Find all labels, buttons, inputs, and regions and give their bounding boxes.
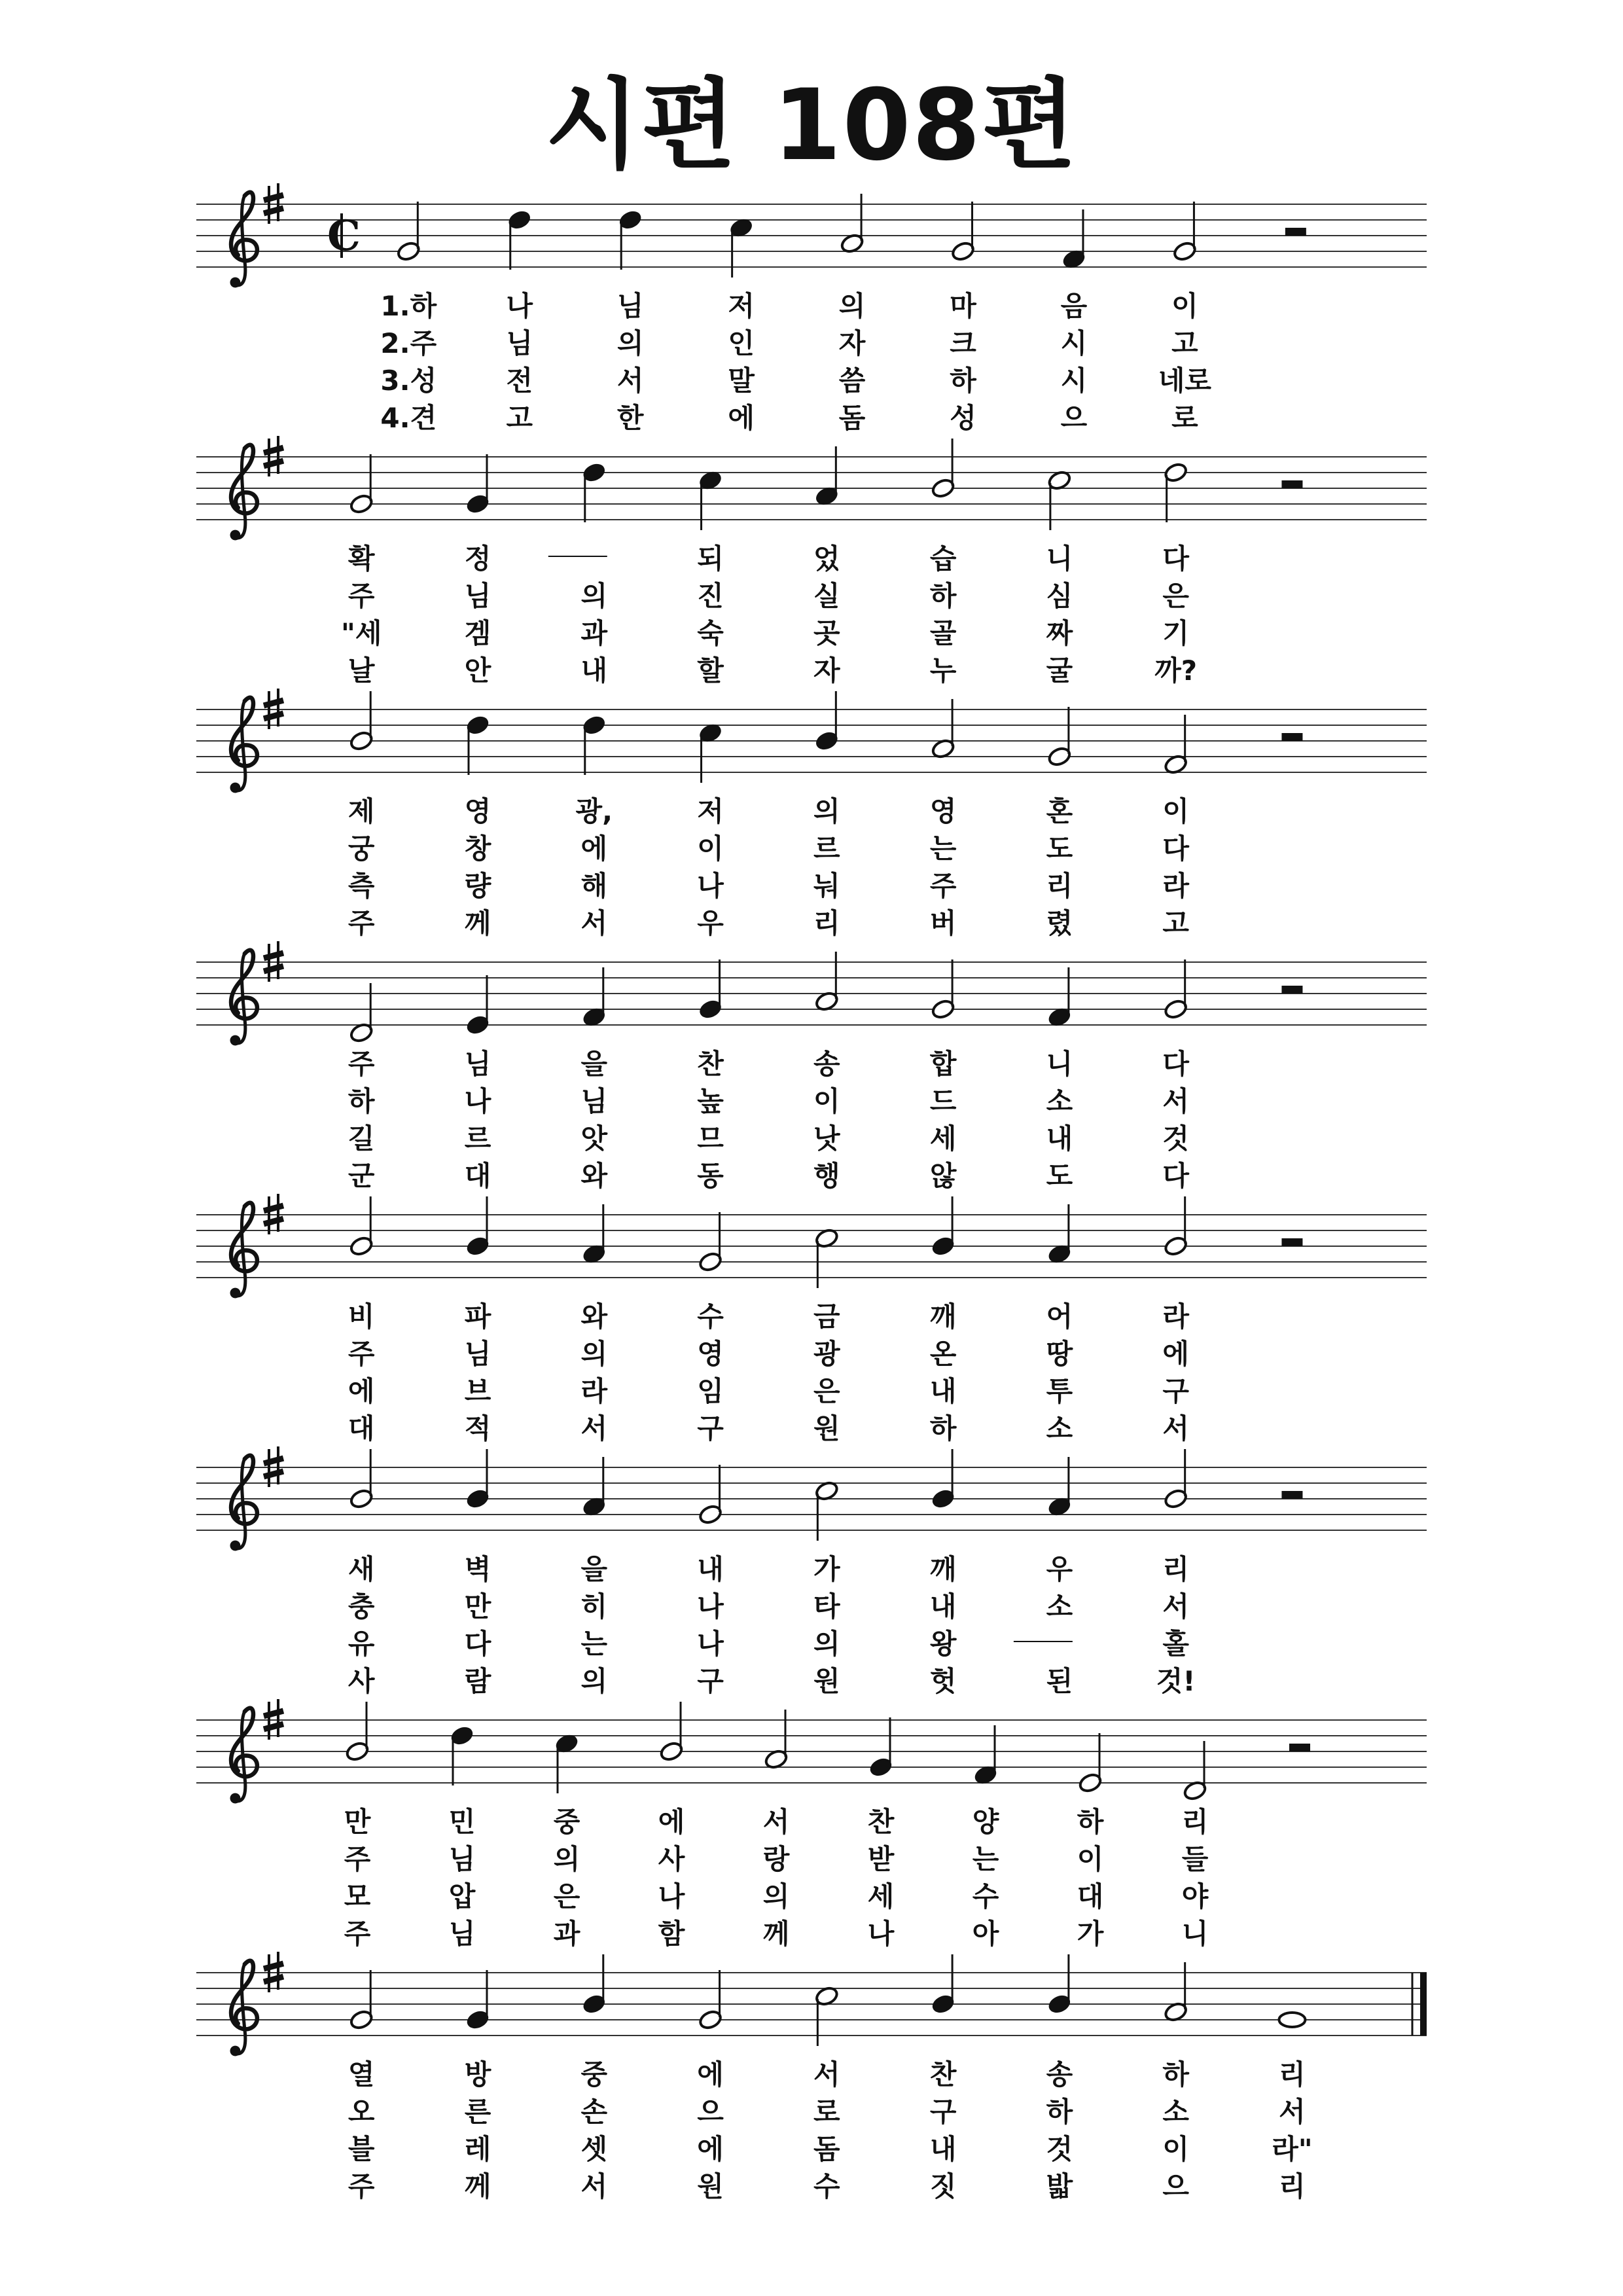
lyric-syllable: 님: [448, 1843, 476, 1875]
lyric-syllable: 렸: [1046, 907, 1073, 939]
lyric-syllable: 길: [348, 1122, 375, 1155]
lyric-syllable: 드: [929, 1085, 957, 1117]
lyric-syllable: 하: [1046, 2096, 1073, 2128]
staff-system: [196, 1952, 1427, 2202]
lyric-syllable: 라: [1162, 870, 1189, 902]
lyric-syllable: 원: [697, 2170, 724, 2202]
lyric-syllable: 으: [1162, 2170, 1189, 2202]
lyric-syllable: 하: [929, 1412, 957, 1444]
lyric-syllable: 다: [1162, 543, 1189, 575]
lyric-syllable: 된: [1046, 1665, 1073, 1697]
lyric-syllable: 세: [867, 1880, 895, 1912]
lyric-syllable: 리: [1181, 1806, 1209, 1838]
lyric-syllable: 와: [580, 1160, 608, 1192]
lyric-syllable: 을: [580, 1048, 608, 1080]
lyric-syllable: 이: [1077, 1843, 1104, 1875]
lyric-syllable: 는: [972, 1843, 999, 1875]
lyric-syllable: 타: [813, 1590, 840, 1623]
lyric-syllable: 르: [813, 833, 840, 865]
lyric-syllable: 홀: [1162, 1628, 1189, 1660]
lyric-syllable: 리: [1046, 870, 1073, 902]
lyric-syllable: 님: [580, 1085, 608, 1117]
lyric-syllable: 고: [1171, 327, 1198, 359]
staff-system: [196, 183, 1427, 434]
lyric-syllable: 저: [728, 290, 755, 322]
lyric-syllable: 브: [464, 1375, 491, 1407]
lyric-syllable: 중: [553, 1806, 580, 1838]
lyric-syllable: 금: [813, 1300, 840, 1333]
lyric-syllable: 찬: [697, 1048, 724, 1080]
lyric-syllable: 의: [762, 1880, 790, 1912]
lyric-syllable: 사: [348, 1665, 375, 1697]
lyric-syllable: 니: [1046, 543, 1073, 575]
lyric-syllable: 과: [553, 1918, 580, 1950]
lyric-syllable: 골: [929, 617, 957, 649]
lyric-syllable: 서: [813, 2058, 840, 2090]
lyric-syllable: 내: [929, 2133, 957, 2165]
lyric-syllable: 동: [697, 1160, 724, 1192]
lyric-syllable: 서: [616, 365, 644, 397]
lyric-syllable: 에: [728, 402, 755, 434]
lyric-syllable: 하: [1077, 1806, 1104, 1838]
lyric-syllable: 측: [348, 870, 375, 902]
lyric-syllable: 나: [658, 1880, 685, 1912]
lyric-syllable: 돔: [813, 2133, 840, 2165]
lyric-syllable: 고: [506, 402, 533, 434]
lyric-syllable: 다: [1162, 1160, 1189, 1192]
lyric-syllable: 께: [464, 2170, 491, 2202]
lyric-syllable: 하: [950, 365, 976, 397]
staff-system: [196, 1699, 1427, 1950]
lyric-syllable: 행: [813, 1160, 840, 1192]
lyric-syllable: 1.하: [380, 290, 437, 322]
lyric-syllable: 구: [697, 1412, 724, 1444]
treble-clef-icon: [230, 445, 257, 541]
lyric-syllable: 이: [1162, 2133, 1189, 2165]
treble-clef-icon: [230, 950, 257, 1046]
lyric-syllable: 영: [464, 795, 491, 827]
lyric-syllable: 기: [1162, 617, 1189, 649]
lyric-syllable: 라": [1272, 2133, 1313, 2165]
lyric-syllable: 로: [1171, 402, 1198, 434]
lyric-syllable: 나: [697, 1590, 724, 1623]
lyric-syllable: 세: [929, 1122, 957, 1155]
lyric-syllable: 구: [697, 1665, 724, 1697]
lyric-syllable: 높: [697, 1085, 724, 1117]
lyric-syllable: 소: [1046, 1412, 1073, 1444]
treble-clef-icon: [230, 192, 257, 288]
lyric-syllable: 니: [1181, 1918, 1209, 1950]
lyric-syllable: 님: [464, 580, 491, 612]
lyric-syllable: 시: [1060, 327, 1088, 359]
staff-system: [196, 941, 1427, 1192]
lyric-syllable: 굴: [1046, 655, 1073, 687]
lyric-syllable: 대: [1077, 1880, 1104, 1912]
lyric-syllable: 나: [867, 1918, 895, 1950]
lyric-syllable: 전: [506, 365, 533, 397]
lyric-syllable: 님: [616, 290, 644, 322]
half-rest: [1281, 480, 1302, 488]
lyric-syllable: 4.견: [380, 402, 437, 434]
lyric-syllable: 말: [728, 365, 755, 397]
lyric-syllable: 어: [1046, 1300, 1073, 1333]
lyric-syllable: 네로: [1158, 365, 1211, 397]
lyric-syllable: 께: [762, 1918, 790, 1950]
half-rest: [1281, 986, 1302, 994]
lyric-syllable: 음: [1060, 290, 1088, 322]
lyric-syllable: 는: [580, 1628, 608, 1660]
lyric-syllable: 에: [658, 1806, 685, 1838]
lyric-syllable: 서: [1162, 1412, 1189, 1444]
lyric-syllable: 낫: [813, 1122, 840, 1155]
lyric-syllable: 누: [929, 655, 957, 687]
lyric-syllable: 충: [348, 1590, 375, 1623]
lyric-syllable: 주: [348, 2170, 375, 2202]
lyric-syllable: 니: [1046, 1048, 1073, 1080]
lyric-syllable: 의: [838, 290, 866, 322]
lyric-syllable: 람: [464, 1665, 491, 1697]
lyric-syllable: 에: [697, 2058, 724, 2090]
lyric-syllable: 다: [1162, 1048, 1189, 1080]
lyric-syllable: 것: [1046, 2133, 1073, 2165]
lyric-syllable: 내: [929, 1375, 957, 1407]
lyric-syllable: 찬: [929, 2058, 957, 2090]
lyric-syllable: 리: [1279, 2170, 1306, 2202]
lyric-syllable: 진: [697, 580, 724, 612]
lyric-syllable: 의: [580, 1665, 608, 1697]
lyric-syllable: 셋: [580, 2133, 608, 2165]
lyric-syllable: 님: [448, 1918, 476, 1950]
lyric-syllable: 주: [348, 1048, 375, 1080]
lyric-syllable: 의: [580, 1338, 608, 1370]
lyric-syllable: 서: [580, 1412, 608, 1444]
half-rest: [1281, 733, 1302, 741]
lyric-syllable: 다: [1162, 833, 1189, 865]
lyric-syllable: 헛: [929, 1665, 957, 1697]
lyric-syllable: 하: [1162, 2058, 1189, 2090]
lyric-syllable: 을: [580, 1553, 608, 1585]
lyric-syllable: 합: [929, 1048, 957, 1080]
lyric-syllable: 께: [464, 907, 491, 939]
lyric-syllable: 히: [580, 1590, 608, 1623]
lyric-syllable: 내: [697, 1553, 724, 1585]
lyric-syllable: 방: [464, 2058, 491, 2090]
whole-note: [1279, 2013, 1305, 2027]
lyric-syllable: 은: [1162, 580, 1189, 612]
lyric-syllable: 하: [929, 580, 957, 612]
lyric-syllable: 송: [813, 1048, 840, 1080]
treble-clef-icon: [230, 1456, 257, 1551]
lyric-syllable: 심: [1046, 580, 1073, 612]
lyric-syllable: 구: [1162, 1375, 1189, 1407]
lyric-syllable: 자: [813, 655, 840, 687]
lyric-syllable: 받: [867, 1843, 895, 1875]
lyric-syllable: 님: [464, 1048, 491, 1080]
lyric-syllable: 르: [464, 1122, 491, 1155]
lyric-syllable: 주: [929, 870, 957, 902]
lyric-syllable: 오: [348, 2096, 375, 2128]
lyric-syllable: 로: [813, 2096, 840, 2128]
final-barline: [1420, 1973, 1427, 2036]
lyric-syllable: 소: [1046, 1085, 1073, 1117]
lyric-syllable: 주: [348, 580, 375, 612]
lyric-syllable: 라: [580, 1375, 608, 1407]
lyric-syllable: 실: [813, 580, 840, 612]
lyric-syllable: 벽: [464, 1553, 491, 1585]
lyric-syllable: 찬: [867, 1806, 895, 1838]
lyric-syllable: 은: [553, 1880, 580, 1912]
lyric-syllable: 파: [464, 1300, 491, 1333]
lyric-syllable: 새: [348, 1553, 375, 1585]
lyric-syllable: 라: [1162, 1300, 1189, 1333]
lyric-syllable: 날: [348, 655, 375, 687]
lyric-syllable: 혼: [1046, 795, 1073, 827]
lyric-syllable: 으: [1060, 402, 1088, 434]
lyric-syllable: 의: [813, 795, 840, 827]
lyric-syllable: 군: [348, 1160, 375, 1192]
lyric-syllable: 리: [813, 907, 840, 939]
lyric-syllable: 레: [464, 2133, 491, 2165]
lyric-syllable: 량: [464, 870, 491, 902]
lyric-syllable: 다: [464, 1628, 491, 1660]
lyric-syllable: 이: [1162, 795, 1189, 827]
lyric-syllable: 시: [1060, 365, 1088, 397]
lyric-syllable: 유: [348, 1628, 375, 1660]
lyric-syllable: 이: [697, 833, 724, 865]
lyric-syllable: 도: [1046, 833, 1073, 865]
lyric-syllable: 구: [929, 2096, 957, 2128]
lyric-syllable: 수: [697, 1300, 724, 1333]
staff-system: [196, 1446, 1427, 1697]
lyric-syllable: 깨: [929, 1553, 957, 1585]
lyric-syllable: 사: [658, 1843, 685, 1875]
lyric-syllable: 서: [1279, 2096, 1306, 2128]
lyric-syllable: 땅: [1046, 1338, 1073, 1370]
lyric-syllable: 만: [344, 1806, 371, 1838]
half-rest: [1285, 228, 1306, 236]
treble-clef-icon: [230, 698, 257, 793]
lyric-syllable: 대: [464, 1160, 491, 1192]
time-signature-icon: C: [327, 211, 361, 260]
lyric-syllable: 2.주: [380, 327, 437, 359]
treble-clef-icon: [230, 1961, 257, 2056]
lyric-syllable: 에: [697, 2133, 724, 2165]
lyric-syllable: 우: [697, 907, 724, 939]
lyric-syllable: 것!: [1156, 1665, 1196, 1697]
half-rest: [1281, 1238, 1302, 1246]
lyric-syllable: 궁: [348, 833, 375, 865]
lyric-syllable: 내: [580, 655, 608, 687]
lyric-syllable: 이: [813, 1085, 840, 1117]
treble-clef-icon: [230, 1708, 257, 1804]
lyric-syllable: 적: [464, 1412, 491, 1444]
lyric-syllable: 서: [1162, 1590, 1189, 1623]
lyric-syllable: 가: [1077, 1918, 1104, 1950]
lyric-syllable: 님: [464, 1338, 491, 1370]
lyric-syllable: 영: [697, 1338, 724, 1370]
lyric-syllable: 되: [697, 543, 724, 575]
lyric-syllable: 버: [929, 907, 957, 939]
lyric-syllable: 자: [838, 327, 866, 359]
lyric-syllable: 나: [506, 290, 533, 322]
lyric-syllable: 투: [1046, 1375, 1073, 1407]
lyric-syllable: 소: [1162, 2096, 1189, 2128]
lyric-syllable: 성: [950, 402, 976, 434]
lyric-syllable: 중: [580, 2058, 608, 2090]
lyric-syllable: 과: [580, 617, 608, 649]
lyric-syllable: 의: [616, 327, 644, 359]
lyric-syllable: 은: [813, 1375, 840, 1407]
lyric-syllable: 열: [348, 2058, 375, 2090]
lyric-syllable: 의: [553, 1843, 580, 1875]
lyric-syllable: 것: [1162, 1122, 1189, 1155]
lyric-syllable: 나: [697, 1628, 724, 1660]
lyric-syllable: "세: [340, 617, 382, 649]
half-rest: [1289, 1744, 1310, 1751]
lyric-syllable: 서: [580, 907, 608, 939]
lyric-syllable: 비: [348, 1300, 375, 1333]
treble-clef-icon: [230, 1203, 257, 1299]
lyric-syllable: 숙: [697, 617, 724, 649]
lyric-syllable: 겜: [464, 617, 491, 649]
lyric-syllable: 모: [344, 1880, 371, 1912]
lyric-syllable: 해: [580, 870, 608, 902]
lyric-syllable: 대: [348, 1412, 375, 1444]
lyric-syllable: 에: [1162, 1338, 1189, 1370]
lyric-syllable: 광: [813, 1338, 840, 1370]
lyric-syllable: 와: [580, 1300, 608, 1333]
lyric-syllable: 소: [1046, 1590, 1073, 1623]
lyric-syllable: 만: [464, 1590, 491, 1623]
lyric-syllable: 아: [972, 1918, 999, 1950]
lyric-syllable: 서: [1162, 1085, 1189, 1117]
lyric-syllable: 광,: [575, 795, 613, 827]
lyric-syllable: 눠: [813, 870, 840, 902]
lyric-syllable: 깨: [929, 1300, 957, 1333]
lyric-syllable: 곳: [813, 617, 840, 649]
lyric-syllable: 른: [464, 2096, 491, 2128]
lyric-syllable: 짓: [929, 2170, 957, 2202]
lyric-syllable: 블: [348, 2133, 375, 2165]
lyric-syllable: 랑: [762, 1843, 790, 1875]
lyric-syllable: 정: [464, 543, 491, 575]
lyric-syllable: 원: [813, 1412, 840, 1444]
lyric-syllable: 할: [697, 655, 724, 687]
lyric-syllable: 으: [697, 2096, 724, 2128]
lyric-syllable: 인: [728, 327, 755, 359]
lyric-syllable: 주: [344, 1843, 371, 1875]
lyric-syllable: 짜: [1046, 617, 1073, 649]
lyric-syllable: 주: [348, 907, 375, 939]
lyric-syllable: 주: [348, 1338, 375, 1370]
lyric-syllable: 에: [580, 833, 608, 865]
lyric-syllable: 수: [813, 2170, 840, 2202]
lyric-syllable: 는: [929, 833, 957, 865]
lyric-syllable: 저: [697, 795, 724, 827]
staff-system: [196, 689, 1427, 939]
lyric-syllable: 가: [813, 1553, 840, 1585]
lyric-syllable: 주: [344, 1918, 371, 1950]
lyric-syllable: 리: [1279, 2058, 1306, 2090]
staff-system: [196, 436, 1427, 687]
lyric-syllable: 밟: [1046, 2170, 1073, 2202]
lyric-syllable: 고: [1162, 907, 1189, 939]
lyric-syllable: 습: [929, 543, 957, 575]
lyric-syllable: 내: [1046, 1122, 1073, 1155]
lyric-syllable: 나: [464, 1085, 491, 1117]
lyric-syllable: 의: [813, 1628, 840, 1660]
lyric-syllable: 압: [448, 1880, 476, 1912]
lyric-syllable: 원: [813, 1665, 840, 1697]
lyric-syllable: 까?: [1154, 655, 1198, 687]
lyric-syllable: 님: [506, 327, 533, 359]
lyric-syllable: 않: [929, 1160, 957, 1192]
lyric-syllable: 도: [1046, 1160, 1073, 1192]
lyric-syllable: 송: [1046, 2058, 1073, 2090]
lyric-syllable: 므: [697, 1122, 724, 1155]
lyric-syllable: 들: [1181, 1843, 1209, 1875]
page-title: 시편 108편: [544, 69, 1079, 183]
lyric-syllable: 우: [1046, 1553, 1073, 1585]
lyric-syllable: 함: [658, 1918, 685, 1950]
lyric-syllable: 이: [1171, 290, 1198, 322]
lyric-syllable: 돔: [838, 402, 866, 434]
lyric-syllable: 임: [697, 1375, 724, 1407]
lyric-syllable: 크: [950, 327, 976, 359]
lyric-syllable: 제: [348, 795, 375, 827]
lyric-syllable: 확: [348, 543, 375, 575]
lyric-syllable: 온: [929, 1338, 957, 1370]
lyric-syllable: 나: [697, 870, 724, 902]
lyric-syllable: 마: [950, 290, 976, 322]
lyric-syllable: 3.성: [380, 365, 437, 397]
lyric-syllable: 손: [580, 2096, 608, 2128]
lyric-syllable: 씀: [838, 365, 866, 397]
lyric-syllable: 왕: [929, 1628, 957, 1660]
lyric-syllable: 었: [813, 543, 840, 575]
lyric-syllable: 내: [929, 1590, 957, 1623]
lyric-syllable: 수: [972, 1880, 999, 1912]
half-rest: [1281, 1491, 1302, 1499]
lyric-syllable: 하: [348, 1085, 375, 1117]
lyric-syllable: 의: [580, 580, 608, 612]
lyric-syllable: 서: [762, 1806, 790, 1838]
lyric-syllable: 한: [616, 402, 644, 434]
lyric-syllable: 에: [348, 1375, 375, 1407]
lyric-syllable: 안: [464, 655, 491, 687]
staff-system: [196, 1194, 1427, 1444]
lyric-syllable: 야: [1181, 1880, 1209, 1912]
lyric-syllable: 서: [580, 2170, 608, 2202]
lyric-syllable: 양: [972, 1806, 999, 1838]
lyric-syllable: 앗: [580, 1122, 608, 1155]
lyric-syllable: 리: [1162, 1553, 1189, 1585]
lyric-syllable: 창: [464, 833, 491, 865]
lyric-syllable: 영: [929, 795, 957, 827]
lyric-syllable: 민: [448, 1806, 476, 1838]
